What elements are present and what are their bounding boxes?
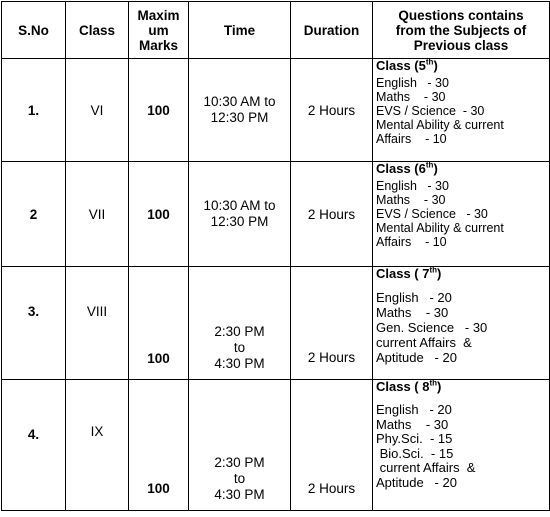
subject-line: Mental Ability & current <box>376 221 504 235</box>
prev-class-prefix: Class (6 <box>376 161 426 176</box>
subject-line: Aptitude - 20 <box>376 474 457 490</box>
row-sno: 4. <box>2 380 66 511</box>
subject-line: EVS / Science - 30 <box>376 207 488 221</box>
header-subjects <box>373 2 550 59</box>
subject-line: Mental Ability & current <box>376 118 504 132</box>
header-time: Time <box>189 2 291 59</box>
row-time <box>189 162 291 267</box>
header-subjects-line: from the Subjects of <box>395 22 527 38</box>
row-subjects <box>373 59 550 162</box>
prev-class-title <box>376 380 549 394</box>
prev-class-sup: th <box>425 160 434 170</box>
subject-line: Affairs - 10 <box>376 235 447 249</box>
header-duration: Duration <box>291 2 373 59</box>
row-subjects <box>373 380 550 511</box>
row-marks: 100 <box>129 59 189 162</box>
prev-class-sup: th <box>429 378 438 388</box>
header-class: Class <box>66 2 129 59</box>
row-sno: 2 <box>2 162 66 267</box>
table-row <box>2 162 550 267</box>
subject-line: Gen. Science - 30 <box>376 320 488 335</box>
row-subjects <box>373 162 550 267</box>
subject-line: English - 20 <box>376 290 452 305</box>
header-subjects-line: Previous class <box>413 37 509 53</box>
header-marks-line: Marks <box>138 37 179 53</box>
prev-class-suffix: ) <box>433 161 438 176</box>
time-line: 2:30 PM <box>214 324 265 339</box>
time-line: 12:30 PM <box>210 214 269 229</box>
prev-class-title <box>376 59 549 73</box>
subject-line: Phy.Sci. - 15 <box>376 431 453 446</box>
subject-line: Maths - 30 <box>376 305 449 320</box>
time-line: 10:30 AM to <box>203 94 276 109</box>
prev-class-prefix: Class (5 <box>376 58 426 73</box>
header-marks <box>129 2 189 59</box>
row-subjects <box>373 267 550 380</box>
time-line: 10:30 AM to <box>203 198 276 213</box>
row-time <box>189 380 291 511</box>
row-duration: 2 Hours <box>291 162 373 267</box>
time-line: to <box>233 340 246 355</box>
subject-line: Affairs - 10 <box>376 132 447 146</box>
prev-class-suffix: ) <box>437 266 442 281</box>
subject-line: Maths - 30 <box>376 416 449 432</box>
header-row <box>2 2 550 59</box>
table-row <box>2 59 550 162</box>
subject-line: English - 30 <box>376 179 449 193</box>
time-line: to <box>233 471 246 486</box>
subject-line: EVS / Science - 30 <box>376 104 485 118</box>
prev-class-suffix: ) <box>433 58 438 73</box>
prev-class-title <box>376 162 549 176</box>
subject-line: current Affairs & <box>376 460 476 475</box>
prev-class-sup: th <box>429 265 438 275</box>
subject-line: English - 20 <box>376 402 452 417</box>
header-subjects-line: Questions contains <box>398 7 524 23</box>
row-class: VIII <box>66 267 129 380</box>
prev-class-suffix: ) <box>437 379 442 394</box>
header-marks-line: Maxim <box>137 7 180 23</box>
row-sno: 1. <box>2 59 66 162</box>
table-row <box>2 380 550 511</box>
time-line: 4:30 PM <box>214 487 265 502</box>
subject-line: Bio.Sci. - 15 <box>376 445 454 461</box>
row-marks: 100 <box>129 267 189 380</box>
time-line: 4:30 PM <box>214 356 265 371</box>
row-class: VII <box>66 162 129 267</box>
exam-schedule-table <box>1 1 550 511</box>
row-marks: 100 <box>129 162 189 267</box>
table-row <box>2 267 550 380</box>
row-duration: 2 Hours <box>291 380 373 511</box>
subject-line: Aptitude - 20 <box>376 350 457 365</box>
subject-line: current Affairs & <box>376 335 472 350</box>
row-duration: 2 Hours <box>291 59 373 162</box>
row-marks: 100 <box>129 380 189 511</box>
subject-line: Maths - 30 <box>376 90 446 104</box>
prev-class-title <box>376 267 549 281</box>
header-marks-line: um <box>148 22 169 38</box>
row-time <box>189 59 291 162</box>
row-time <box>189 267 291 380</box>
prev-class-prefix: Class ( 8 <box>376 379 430 394</box>
row-duration: 2 Hours <box>291 267 373 380</box>
subject-line: English - 30 <box>376 76 449 90</box>
row-class: VI <box>66 59 129 162</box>
time-line: 12:30 PM <box>210 110 269 125</box>
time-line: 2:30 PM <box>214 455 265 470</box>
header-sno: S.No <box>2 2 66 59</box>
prev-class-sup: th <box>425 57 434 67</box>
row-class: IX <box>66 380 129 511</box>
subject-line: Maths - 30 <box>376 193 446 207</box>
row-sno: 3. <box>2 267 66 380</box>
prev-class-prefix: Class ( 7 <box>376 266 430 281</box>
